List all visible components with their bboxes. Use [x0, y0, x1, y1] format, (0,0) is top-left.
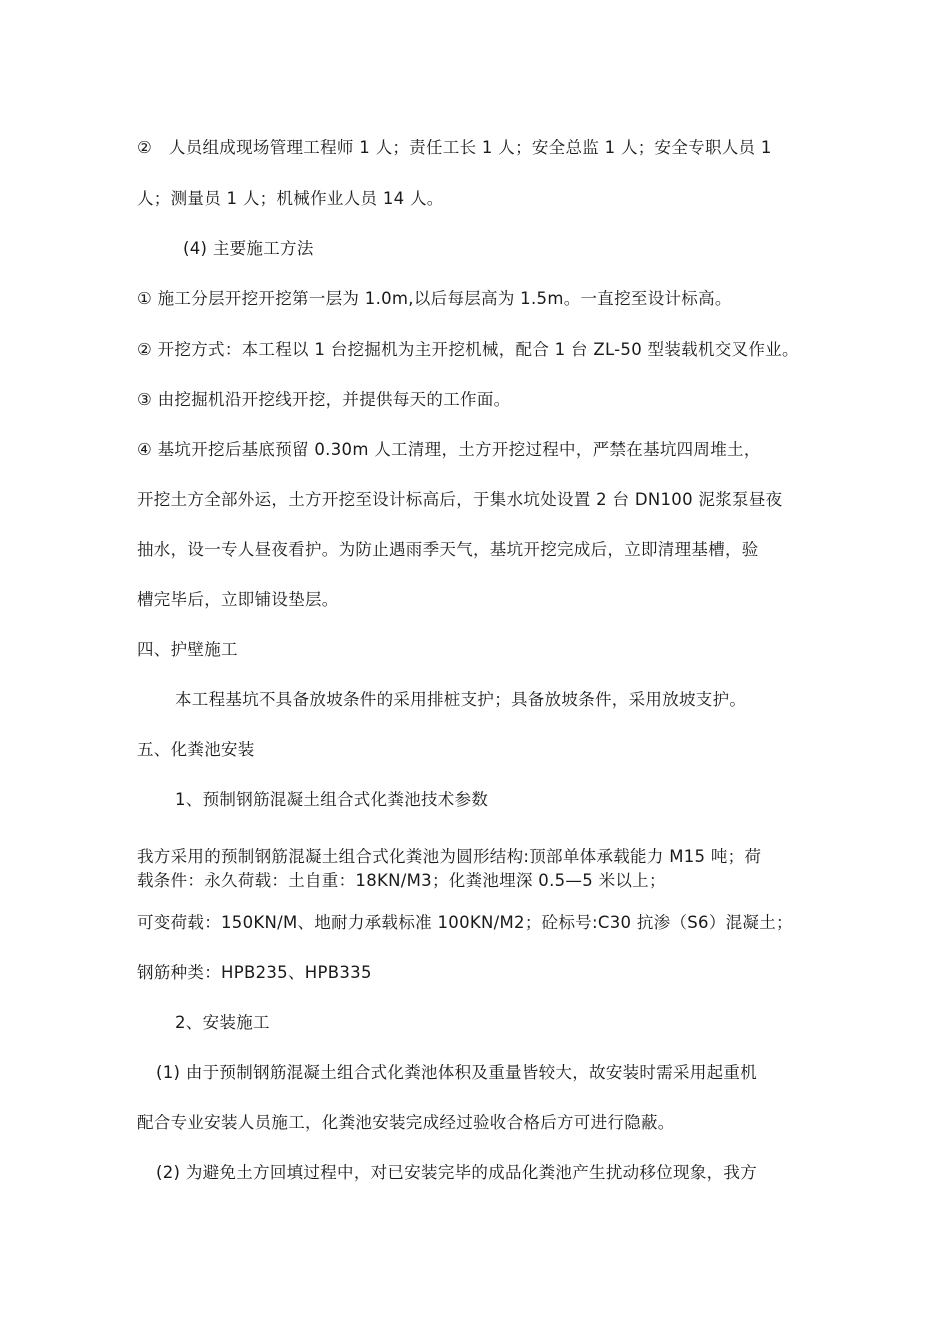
- text-line: 可变荷载：150KN/M、地耐力承载标准 100KN/M2；砼标号:C30 抗渗（S6）混凝土；: [137, 913, 793, 932]
- text-line: 开挖土方全部外运，土方开挖至设计标高后，于集水坑处设置 2 台 DN100 泥浆泵昼夜: [137, 490, 783, 509]
- text-line: 钢筋种类：HPB235、HPB335: [137, 963, 372, 982]
- text-line: 配合专业安装人员施工，化粪池安装完成经过验收合格后方可进行隐蔽。: [137, 1113, 675, 1132]
- paragraph: 本工程基坑不具备放坡条件的采用排桩支护；具备放坡条件，采用放坡支护。: [175, 690, 747, 709]
- list-item: ① 施工分层开挖开挖第一层为 1.0m,以后每层高为 1.5m。一直挖至设计标高。: [137, 289, 732, 308]
- text-line: 我方采用的预制钢筋混凝土组合式化粪池为圆形结构:顶部单体承载能力 M15 吨；荷: [137, 847, 762, 866]
- subsection-heading: 1、预制钢筋混凝土组合式化粪池技术参数: [175, 790, 489, 809]
- section-heading: 五、化粪池安装: [137, 740, 255, 759]
- text-line: 抽水，设一专人昼夜看护。为防止遇雨季天气，基坑开挖完成后，立即清理基槽，验: [137, 540, 759, 559]
- text-line: 人；测量员 1 人；机械作业人员 14 人。: [137, 189, 444, 208]
- text-line: 载条件：永久荷载：土自重：18KN/M3；化粪池埋深 0.5—5 米以上；: [137, 871, 666, 890]
- list-item: ③ 由挖掘机沿开挖线开挖，并提供每天的工作面。: [137, 390, 511, 409]
- text-line: ② 人员组成现场管理工程师 1 人；责任工长 1 人；安全总监 1 人；安全专职人员 1: [137, 138, 772, 157]
- list-item: ② 开挖方式：本工程以 1 台挖掘机为主开挖机械，配合 1 台 ZL-50 型装载机交叉作业。: [137, 340, 799, 359]
- subsection-heading: 2、安装施工: [175, 1013, 270, 1032]
- subsection-heading: (4) 主要施工方法: [183, 239, 314, 258]
- paragraph: (2) 为避免土方回填过程中，对已安装完毕的成品化粪池产生扰动移位现象，我方: [156, 1163, 758, 1182]
- paragraph: (1) 由于预制钢筋混凝土组合式化粪池体积及重量皆较大，故安装时需采用起重机: [156, 1063, 758, 1082]
- list-item: ④ 基坑开挖后基底预留 0.30m 人工清理，土方开挖过程中，严禁在基坑四周堆土，: [137, 440, 761, 459]
- section-heading: 四、护壁施工: [137, 640, 238, 659]
- text-line: 槽完毕后，立即铺设垫层。: [137, 590, 339, 609]
